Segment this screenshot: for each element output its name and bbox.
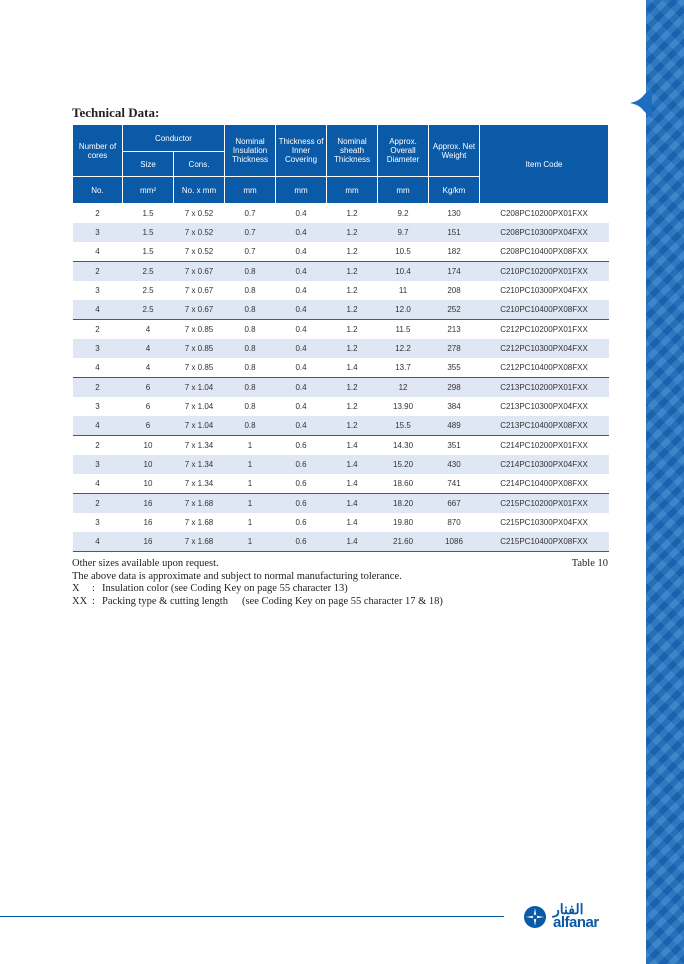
cell-inner: 0.4 <box>295 286 307 295</box>
cell-size: 6 <box>123 416 174 436</box>
table-row <box>73 223 609 242</box>
cell-item-code: C212PC10200PX01FXX <box>480 320 609 340</box>
cell-inner: 0.4 <box>295 363 307 372</box>
cell-diameter: 15.20 <box>378 455 429 474</box>
cell-diameter: 13.90 <box>393 402 414 411</box>
cell-cons: 7 x 0.85 <box>174 339 225 358</box>
header-nominal-sheath: Nominal sheath Thickness <box>327 125 378 177</box>
cell-inner: 0.4 <box>276 223 327 242</box>
note-x-key: X <box>72 583 80 594</box>
cell-cores: 3 <box>73 455 123 474</box>
cell-diameter: 18.60 <box>393 479 414 488</box>
cell-sheath: 1.2 <box>327 378 378 398</box>
notes-block <box>72 558 608 608</box>
cell-sheath: 1.2 <box>327 262 378 282</box>
cell-insulation: 1 <box>225 455 276 474</box>
cell-item-code: C215PC10300PX04FXX <box>500 518 588 527</box>
cell-cores: 2 <box>95 209 100 218</box>
note-x-text: Insulation color (see Coding Key on page 55 character 13) <box>102 583 348 594</box>
cell-item-code: C212PC10300PX04FXX <box>480 339 609 358</box>
header-conductor: Conductor <box>123 125 225 152</box>
table-body <box>73 204 609 552</box>
table-number: Table 10 <box>571 558 608 569</box>
cell-sheath: 1.2 <box>346 286 358 295</box>
cell-insulation: 0.8 <box>244 363 256 372</box>
cell-inner: 0.6 <box>295 479 307 488</box>
cell-sheath: 1.2 <box>327 339 378 358</box>
logo-arabic-text: الفنار <box>553 901 584 917</box>
cell-size: 2.5 <box>142 286 154 295</box>
note-xx-text-2: (see Coding Key on page 55 character 17 & 18) <box>241 595 443 607</box>
cell-weight: 351 <box>429 436 480 456</box>
cell-insulation: 1 <box>247 479 253 488</box>
cell-weight: 355 <box>447 363 461 372</box>
cell-insulation: 0.8 <box>225 300 276 320</box>
table-row <box>73 320 609 340</box>
cell-weight: 151 <box>429 223 480 242</box>
cell-cons: 7 x 1.04 <box>174 416 225 436</box>
cell-cons: 7 x 1.04 <box>184 402 214 411</box>
cell-insulation: 0.8 <box>225 339 276 358</box>
cell-item-code: C215PC10400PX08FXX <box>480 532 609 552</box>
cell-cons: 7 x 0.85 <box>184 363 214 372</box>
logo-latin-text: alfanar <box>553 914 599 931</box>
cell-cores: 4 <box>73 532 123 552</box>
cell-size: 10 <box>123 436 174 456</box>
cell-sheath: 1.4 <box>346 518 358 527</box>
table-row <box>73 378 609 398</box>
cell-cores: 3 <box>95 286 100 295</box>
cell-diameter: 12.2 <box>378 339 429 358</box>
cell-inner: 0.6 <box>276 436 327 456</box>
cell-inner: 0.4 <box>276 262 327 282</box>
cell-item-code: C210PC10300PX04FXX <box>500 286 588 295</box>
cell-inner: 0.6 <box>276 455 327 474</box>
cell-sheath: 1.4 <box>346 363 358 372</box>
cell-item-code: C208PC10200PX01FXX <box>500 209 588 218</box>
decorative-side-strip <box>646 0 684 964</box>
cell-cons: 7 x 1.34 <box>184 479 214 488</box>
cell-cores: 4 <box>95 247 100 256</box>
cell-weight: 430 <box>429 455 480 474</box>
cell-weight: 182 <box>447 247 461 256</box>
cell-insulation: 1 <box>225 436 276 456</box>
header-thickness-inner: Thickness of Inner Covering <box>276 125 327 177</box>
cell-cores: 2 <box>73 262 123 282</box>
cell-cores: 4 <box>95 479 100 488</box>
cell-cons: 7 x 0.67 <box>174 300 225 320</box>
header-net-weight: Approx. Net Weight <box>429 125 480 177</box>
cell-cons: 7 x 1.68 <box>174 494 225 514</box>
cell-cons: 7 x 0.67 <box>184 286 214 295</box>
note-xx-colon: : <box>92 595 95 607</box>
cell-weight: 384 <box>447 402 461 411</box>
table-row <box>73 300 609 320</box>
strip-notch-shape <box>630 88 652 118</box>
cell-item-code: C213PC10400PX08FXX <box>480 416 609 436</box>
cell-insulation: 1 <box>225 494 276 514</box>
unit-diameter: mm <box>378 177 429 204</box>
note-x-key-line <box>72 583 608 596</box>
table-row <box>73 242 609 262</box>
footer-divider <box>0 916 504 917</box>
cell-size: 10 <box>123 455 174 474</box>
header-cons: Cons. <box>174 152 225 177</box>
cell-sheath: 1.2 <box>327 300 378 320</box>
cell-insulation: 0.7 <box>244 247 256 256</box>
cell-insulation: 0.8 <box>225 320 276 340</box>
cell-inner: 0.4 <box>276 320 327 340</box>
note-other-sizes: Other sizes available upon request. <box>72 558 219 569</box>
cell-diameter: 13.7 <box>395 363 411 372</box>
cell-insulation: 1 <box>225 532 276 552</box>
unit-size: mm² <box>123 177 174 204</box>
cell-cons: 7 x 1.04 <box>174 378 225 398</box>
table-row <box>73 513 609 532</box>
cell-weight: 667 <box>429 494 480 514</box>
cell-cores: 3 <box>95 402 100 411</box>
cell-weight: 213 <box>429 320 480 340</box>
cell-size: 16 <box>123 532 174 552</box>
cell-cons: 7 x 1.68 <box>174 532 225 552</box>
table-row <box>73 474 609 494</box>
cell-size: 2.5 <box>123 262 174 282</box>
cell-diameter: 15.5 <box>378 416 429 436</box>
unit-sheath: mm <box>327 177 378 204</box>
cell-sheath: 1.4 <box>327 455 378 474</box>
cell-insulation: 1 <box>247 518 253 527</box>
cell-cons: 7 x 0.52 <box>184 209 214 218</box>
cell-weight: 298 <box>429 378 480 398</box>
cell-item-code: C208PC10400PX08FXX <box>500 247 588 256</box>
cell-weight: 208 <box>447 286 461 295</box>
table-row <box>73 262 609 282</box>
cell-size: 16 <box>123 494 174 514</box>
table-row <box>73 358 609 378</box>
cell-insulation: 0.8 <box>225 378 276 398</box>
cell-inner: 0.4 <box>295 247 307 256</box>
cell-size: 4 <box>145 363 151 372</box>
cell-size: 6 <box>123 378 174 398</box>
cell-item-code: C210PC10200PX01FXX <box>480 262 609 282</box>
table-row <box>73 494 609 514</box>
cell-cores: 3 <box>73 339 123 358</box>
header-number-of-cores: Number of cores <box>73 125 123 177</box>
cell-weight: 870 <box>447 518 461 527</box>
cell-size: 2.5 <box>123 300 174 320</box>
cell-item-code: C215PC10200PX01FXX <box>480 494 609 514</box>
header-nominal-insulation: Nominal Insulation Thickness <box>225 125 276 177</box>
cell-weight: 489 <box>429 416 480 436</box>
cell-sheath: 1.2 <box>346 209 358 218</box>
cell-size: 1.5 <box>123 223 174 242</box>
alfanar-mark-icon <box>523 905 547 929</box>
cell-weight: 278 <box>429 339 480 358</box>
cell-cores: 3 <box>95 518 100 527</box>
cell-item-code: C208PC10300PX04FXX <box>480 223 609 242</box>
table-row <box>73 436 609 456</box>
table-row <box>73 339 609 358</box>
cell-diameter: 12.0 <box>378 300 429 320</box>
table-row <box>73 281 609 300</box>
cell-cores: 4 <box>73 300 123 320</box>
cell-insulation: 0.8 <box>244 402 256 411</box>
cell-item-code: C213PC10300PX04FXX <box>500 402 588 411</box>
cell-cores: 2 <box>73 320 123 340</box>
note-xx-text-1: Packing type & cutting length <box>102 595 228 607</box>
technical-data-table <box>72 124 609 552</box>
cell-size: 4 <box>123 339 174 358</box>
cell-inner: 0.6 <box>295 518 307 527</box>
cell-insulation: 0.7 <box>244 209 256 218</box>
cell-cores: 2 <box>73 494 123 514</box>
cell-insulation: 0.7 <box>225 223 276 242</box>
cell-cons: 7 x 0.85 <box>174 320 225 340</box>
cell-sheath: 1.2 <box>346 247 358 256</box>
cell-sheath: 1.2 <box>327 320 378 340</box>
unit-weight: Kg/km <box>429 177 480 204</box>
cell-cores: 4 <box>73 416 123 436</box>
cell-diameter: 14.30 <box>378 436 429 456</box>
cell-cores: 2 <box>73 378 123 398</box>
header-item-code: Item Code <box>480 125 609 204</box>
cell-insulation: 0.8 <box>244 286 256 295</box>
cell-inner: 0.4 <box>276 416 327 436</box>
cell-diameter: 18.20 <box>378 494 429 514</box>
cell-inner: 0.6 <box>276 494 327 514</box>
cell-diameter: 11 <box>398 286 408 295</box>
note-approximate: The above data is approximate and subject to normal manufacturing tolerance. <box>72 570 402 582</box>
cell-diameter: 9.7 <box>378 223 429 242</box>
cell-sheath: 1.2 <box>327 223 378 242</box>
cell-cons: 7 x 1.68 <box>184 518 214 527</box>
cell-size: 1.5 <box>142 247 154 256</box>
cell-inner: 0.4 <box>276 378 327 398</box>
unit-insulation: mm <box>225 177 276 204</box>
cell-insulation: 0.8 <box>225 262 276 282</box>
header-size: Size <box>123 152 174 177</box>
cell-item-code: C214PC10400PX08FXX <box>500 479 588 488</box>
cell-diameter: 11.5 <box>378 320 429 340</box>
cell-size: 6 <box>145 402 151 411</box>
cell-cores: 2 <box>73 436 123 456</box>
cell-sheath: 1.2 <box>327 416 378 436</box>
section-title: Technical Data: <box>72 105 160 120</box>
unit-inner: mm <box>276 177 327 204</box>
cell-cons: 7 x 0.52 <box>174 223 225 242</box>
table-row <box>73 532 609 552</box>
cell-insulation: 0.8 <box>225 416 276 436</box>
table-row <box>73 397 609 416</box>
cell-inner: 0.4 <box>295 402 307 411</box>
cell-size: 4 <box>123 320 174 340</box>
cell-size: 10 <box>143 479 153 488</box>
cell-diameter: 12 <box>378 378 429 398</box>
cell-sheath: 1.4 <box>327 436 378 456</box>
table-row <box>73 204 609 224</box>
cell-diameter: 10.4 <box>378 262 429 282</box>
cell-item-code: C212PC10400PX08FXX <box>500 363 588 372</box>
cell-item-code: C210PC10400PX08FXX <box>480 300 609 320</box>
cell-diameter: 9.2 <box>397 209 409 218</box>
header-overall-diameter: Approx. Overall Diameter <box>378 125 429 177</box>
cell-inner: 0.4 <box>276 339 327 358</box>
cell-cons: 7 x 1.34 <box>174 455 225 474</box>
table-row <box>73 416 609 436</box>
alfanar-logo <box>523 903 611 931</box>
unit-cores: No. <box>73 177 123 204</box>
cell-cons: 7 x 0.67 <box>174 262 225 282</box>
cell-item-code: C214PC10300PX04FXX <box>480 455 609 474</box>
cell-weight: 1086 <box>429 532 480 552</box>
cell-inner: 0.4 <box>295 209 307 218</box>
cell-size: 1.5 <box>142 209 154 218</box>
cell-diameter: 21.60 <box>378 532 429 552</box>
table-row <box>73 455 609 474</box>
unit-cons: No. x mm <box>174 177 225 204</box>
cell-weight: 174 <box>429 262 480 282</box>
note-x-colon: : <box>92 583 95 594</box>
cell-diameter: 10.5 <box>395 247 411 256</box>
cell-weight: 130 <box>447 209 461 218</box>
cell-inner: 0.6 <box>276 532 327 552</box>
cell-inner: 0.4 <box>276 300 327 320</box>
cell-sheath: 1.4 <box>327 494 378 514</box>
note-xx-key: XX <box>72 595 88 607</box>
cell-weight: 741 <box>447 479 461 488</box>
note-xx-key-line <box>72 596 608 609</box>
cell-sheath: 1.4 <box>327 532 378 552</box>
cell-cons: 7 x 1.34 <box>174 436 225 456</box>
cell-size: 16 <box>143 518 153 527</box>
cell-diameter: 19.80 <box>393 518 414 527</box>
cell-cores: 3 <box>73 223 123 242</box>
cell-sheath: 1.4 <box>346 479 358 488</box>
cell-item-code: C213PC10200PX01FXX <box>480 378 609 398</box>
cell-cons: 7 x 0.52 <box>184 247 214 256</box>
cell-cores: 4 <box>95 363 100 372</box>
cell-weight: 252 <box>429 300 480 320</box>
cell-sheath: 1.2 <box>346 402 358 411</box>
cell-item-code: C214PC10200PX01FXX <box>480 436 609 456</box>
